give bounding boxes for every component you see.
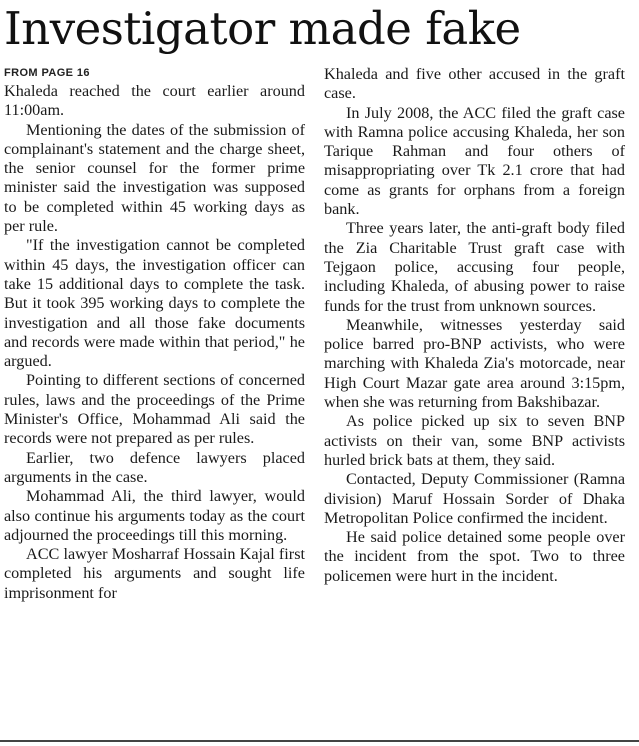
paragraph: In July 2008, the ACC filed the graft case with Ramna police accusing Khaleda, her son Tarique Rahman and four others of misappropriating over Tk 2.1 crore that had come as grants for orphans from a foreign bank. bbox=[324, 103, 625, 219]
paragraph: Khaleda reached the court earlier around 11:00am. bbox=[4, 82, 305, 120]
paragraph: "If the investigation cannot be completed within 45 days, the investigation officer can take 15 additional days to complete the task. But it took 395 working days to complete the investigation and all those fake documents and records were made within that period," he argued. bbox=[4, 236, 305, 371]
right-column bbox=[324, 65, 625, 586]
paragraph-continued: Khaleda and five other accused in the graft case. bbox=[324, 65, 625, 103]
paragraph: He said police detained some people over the incident from the spot. Two to three policemen were hurt in the incident. bbox=[324, 528, 625, 585]
bottom-rule bbox=[0, 740, 639, 742]
paragraph: ACC lawyer Mosharraf Hossain Kajal first completed his arguments and sought life imprisonment for bbox=[4, 545, 305, 602]
jump-label: FROM PAGE 16 bbox=[4, 67, 90, 79]
paragraph: Mohammad Ali, the third lawyer, would also continue his arguments today as the court adjourned the proceedings till this morning. bbox=[4, 487, 305, 544]
paragraph: Pointing to different sections of concerned rules, laws and the proceedings of the Prime Minister's Office, Mohammad Ali said the records were not prepared as per rules. bbox=[4, 371, 305, 448]
paragraph: Contacted, Deputy Commissioner (Ramna division) Maruf Hossain Sorder of Dhaka Metropolitan Police confirmed the incident. bbox=[324, 470, 625, 527]
paragraph: As police picked up six to seven BNP activists on their van, some BNP activists hurled brick bats at them, they said. bbox=[324, 412, 625, 469]
paragraph: Mentioning the dates of the submission of complainant's statement and the charge sheet, the senior counsel for the former prime minister said the investigation was supposed to be completed within 45 working days as per rule. bbox=[4, 120, 305, 236]
left-column bbox=[4, 65, 305, 603]
paragraph: Three years later, the anti-graft body filed the Zia Charitable Trust graft case with Tejgaon police, accusing four people, including Khaleda, of abusing power to raise funds for the trust from unknown sources. bbox=[324, 219, 625, 315]
headline: Investigator made fake bbox=[4, 2, 521, 55]
paragraph: Earlier, two defence lawyers placed arguments in the case. bbox=[4, 448, 305, 486]
article-body bbox=[4, 65, 634, 737]
paragraph: Meanwhile, witnesses yesterday said police barred pro-BNP activists, who were marching with Khaleda Zia's motorcade, near High Court Mazar gate area around 3:15pm, when she was returning from Bakshibazar. bbox=[324, 315, 625, 412]
